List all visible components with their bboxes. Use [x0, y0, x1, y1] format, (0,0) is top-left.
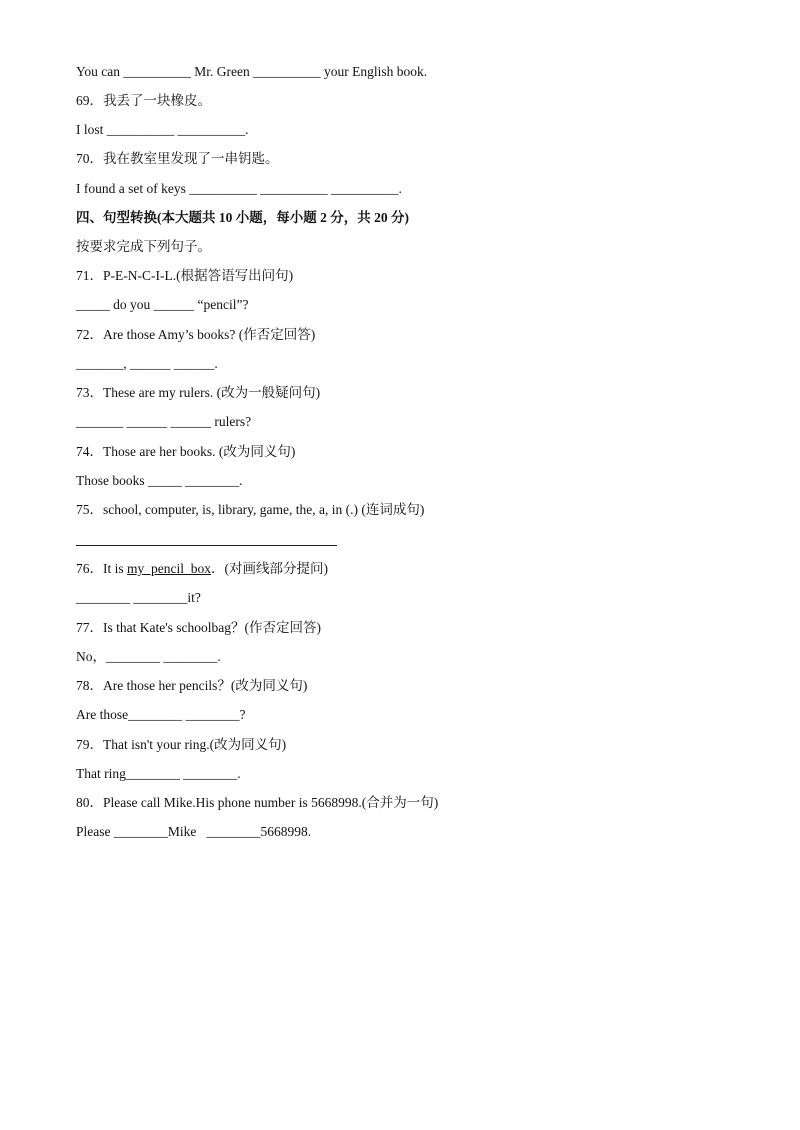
question-75: 75．school, computer, is, library, game, the, a, in (.) (连词成句) [76, 502, 425, 517]
question-76-underlined: my pencil box [127, 561, 212, 576]
answer-78: Are those________ ________? [76, 707, 246, 722]
answer-77: No，________ ________. [76, 649, 221, 664]
question-69: 69．我丢了一块橡皮。 [76, 93, 211, 108]
question-76 [76, 560, 328, 578]
answer-74: Those books _____ ________. [76, 473, 243, 488]
question-73: 73．These are my rulers. (改为一般疑问句) [76, 385, 321, 400]
answer-73: _______ ______ ______ rulers? [76, 414, 252, 429]
question-80: 80．Please call Mike.His phone number is 5668998.(合并为一句) [76, 795, 439, 810]
question-76-suffix: ．(对画线部分提问) [211, 561, 329, 576]
section-instruction: 按要求完成下列句子。 [76, 239, 211, 254]
question-77: 77．Is that Kate's schoolbag？(作否定回答) [76, 620, 322, 635]
question-78: 78．Are those her pencils？(改为同义句) [76, 678, 308, 693]
answer-79: That ring________ ________. [76, 766, 241, 781]
sentence-68-answer: You can __________ Mr. Green __________ your English book. [76, 64, 428, 79]
answer-72: _______, ______ ______. [76, 356, 218, 371]
question-71: 71．P-E-N-C-I-L.(根据答语写出问句) [76, 268, 294, 283]
answer-69: I lost __________ __________. [76, 122, 249, 137]
question-79: 79．That isn't your ring.(改为同义句) [76, 737, 287, 752]
section-heading: 四、句型转换(本大题共 10 小题，每小题 2 分，共 20 分) [76, 210, 409, 225]
question-72: 72．Are those Amy’s books? (作否定回答) [76, 327, 316, 342]
answer-80: Please ________Mike ________5668998. [76, 824, 312, 839]
answer-71: _____ do you ______ “pencil”? [76, 297, 249, 312]
question-74: 74．Those are her books. (改为同义句) [76, 444, 296, 459]
answer-75-line [76, 545, 337, 546]
answer-76: ________ ________it? [76, 590, 201, 605]
question-76-prefix: 76．It is [76, 561, 128, 576]
question-70: 70．我在教室里发现了一串钥匙。 [76, 151, 279, 166]
answer-70: I found a set of keys __________ __________ __________. [76, 181, 402, 196]
